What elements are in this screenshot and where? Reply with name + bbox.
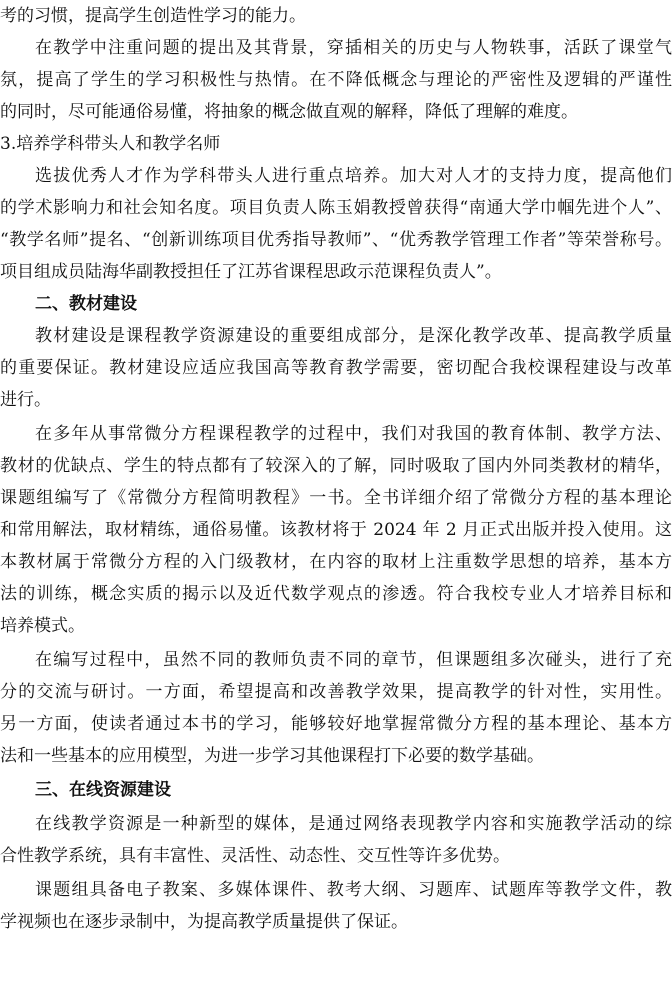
paragraph-line: 课题组具备电子教案、多媒体课件、教考大纲、习题库、试题库等教学文件，教 — [35, 880, 672, 900]
paragraph-line: 在编写过程中，虽然不同的教师负责不同的章节，但课题组多次碰头，进行了充 — [35, 650, 672, 670]
paragraph-line: 的学术影响力和社会知名度。项目负责人陈玉娟教授曾获得“南通大学巾帼先进个人”、 — [0, 198, 672, 218]
paragraph-line: 氛，提高了学生的学习积极性与热情。在不降低概念与理论的严密性及逻辑的严谨性 — [0, 70, 672, 90]
paragraph-line: 在多年从事常微分方程课程教学的过程中，我们对我国的教育体制、教学方法、 — [35, 424, 672, 444]
paragraph-line: 课题组编写了《常微分方程简明教程》一书。全书详细介绍了常微分方程的基本理论 — [0, 488, 672, 508]
paragraph-line: 法和一些基本的应用模型，为进一步学习其他课程打下必要的数学基础。 — [0, 746, 544, 766]
paragraph-line: 培养模式。 — [0, 616, 85, 636]
paragraph-line: 教材建设是课程教学资源建设的重要组成部分，是深化教学改革、提高教学质量 — [35, 326, 672, 346]
paragraph-line: 分的交流与研讨。一方面，希望提高和改善教学效果，提高教学的针对性，实用性。 — [0, 682, 672, 702]
subsection-heading: 3.培养学科带头人和教学名师 — [0, 134, 221, 154]
paragraph-line: 考的习惯，提高学生创造性学习的能力。 — [0, 6, 306, 26]
paragraph-line: 另一方面，使读者通过本书的学习，能够较好地掌握常微分方程的基本理论、基本方 — [0, 714, 672, 734]
paragraph-line: 合性教学系统，具有丰富性、灵活性、动态性、交互性等许多优势。 — [0, 846, 510, 866]
paragraph-line: 选拔优秀人才作为学科带头人进行重点培养。加大对人才的支持力度，提高他们 — [35, 166, 672, 186]
paragraph-line: 的重要保证。教材建设应适应我国高等教育教学需要，密切配合我校课程建设与改革 — [0, 358, 672, 378]
section-heading: 三、在线资源建设 — [35, 780, 171, 800]
paragraph-line: 进行。 — [0, 390, 51, 410]
paragraph-line: 在教学中注重问题的提出及其背景，穿插相关的历史与人物轶事，活跃了课堂气 — [35, 38, 672, 58]
paragraph-line: 和常用解法，取材精练，通俗易懂。该教材将于 2024 年 2 月正式出版并投入使用。这 — [0, 520, 672, 540]
section-heading: 二、教材建设 — [35, 294, 137, 314]
paragraph-line: 项目组成员陆海华副教授担任了江苏省课程思政示范课程负责人”。 — [0, 262, 502, 282]
paragraph-line: 的同时，尽可能通俗易懂，将抽象的概念做直观的解释，降低了理解的难度。 — [0, 102, 578, 122]
paragraph-line: 学视频也在逐步录制中，为提高教学质量提供了保证。 — [0, 912, 408, 932]
paragraph-line: 在线教学资源是一种新型的媒体，是通过网络表现教学内容和实施教学活动的综 — [35, 814, 672, 834]
paragraph-line: “教学名师”提名、“创新训练项目优秀指导教师”、“优秀教学管理工作者”等荣誉称号。 — [0, 230, 672, 250]
paragraph-line: 法的训练，概念实质的揭示以及近代数学观点的渗透。符合我校专业人才培养目标和 — [0, 584, 672, 604]
paragraph-line: 教材的优缺点、学生的特点都有了较深入的了解，同时吸取了国内外同类教材的精华， — [0, 456, 672, 476]
paragraph-line: 本教材属于常微分方程的入门级教材，在内容的取材上注重数学思想的培养，基本方 — [0, 552, 672, 572]
